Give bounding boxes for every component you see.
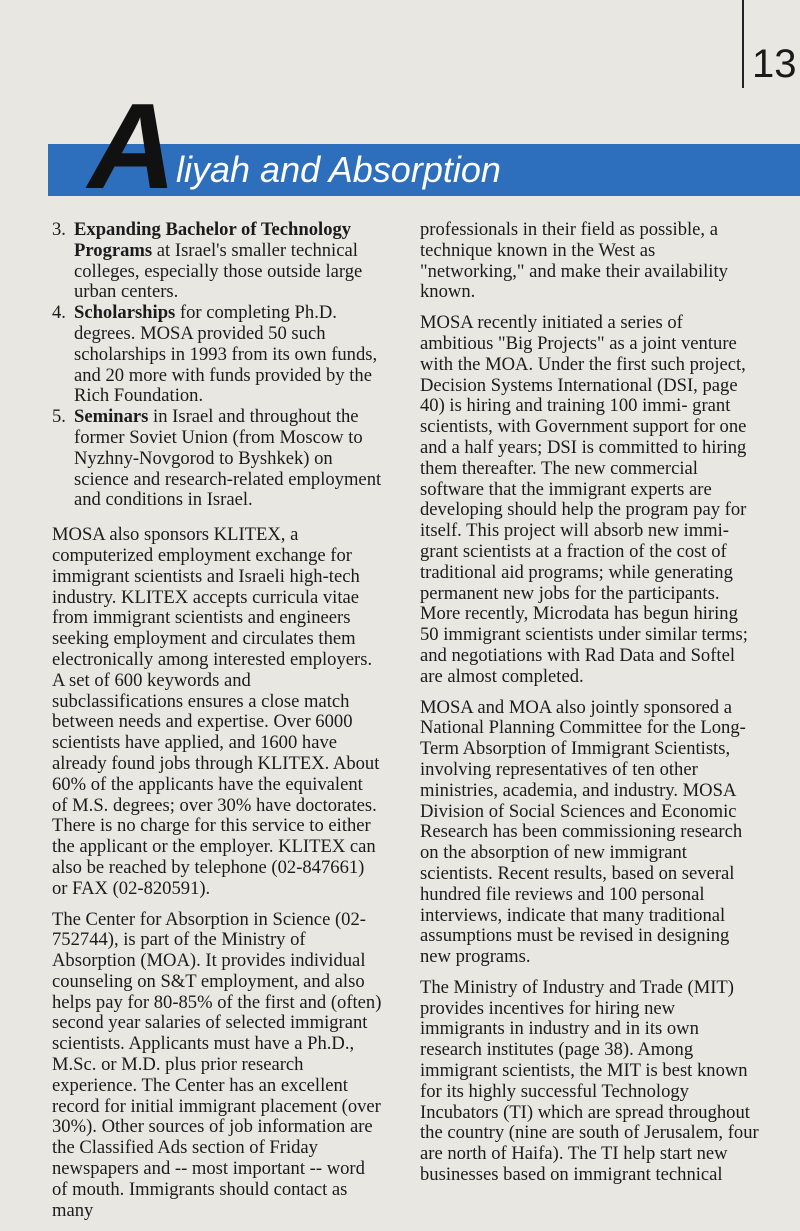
list-text: at Israel's smaller technical colleges, especially those outside large urban centers. xyxy=(74,239,363,303)
paragraph-center-absorption: The Center for Absorption in Science (02-752744), is part of the Ministry of Absorption (MOA). It provides individual counseling on S&T employment, and also helps pay for 80-85% of the first and (often) second year salaries of selected immigrant scientists. Applicants must have a Ph.D., M.Sc. or M.D. plus prior research experience. The Center has an excellent record for initial immigrant placement (over 30%). Other sources of job information are the Classified Ads section of Friday newspapers and -- most important -- word of mouth. Immigrants should contact as many xyxy=(52,908,382,1221)
list-number: 5. xyxy=(52,406,66,428)
list-item xyxy=(52,220,382,303)
list-item xyxy=(52,303,382,407)
program-list xyxy=(52,220,382,511)
paragraph-klitex: MOSA also sponsors KLITEX, a computerized employment exchange for immigrant scientists and Israeli high-tech industry. KLITEX accepts curricula vitae from immigrant scientists and engineers seeking employment and circulates them electronically among interested employers. A set of 600 keywords and subclassifications ensures a close match between needs and expertise. Over 6000 scientists have applied, and 1600 have already found jobs through KLITEX. About 60% of the applicants have the equivalent of M.S. degrees; over 30% have doctorates. There is no charge for this service to either the applicant or the employer. KLITEX can also be reached by telephone (02-847661) or FAX (02-820591). xyxy=(52,524,380,899)
paragraph-big-projects: MOSA recently initiated a series of ambitious "Big Projects" as a joint venture with the MOA. Under the first such project, Decision Systems International (DSI, page 40) is hiring and training 100 immi- grant scientists, with Government support for one and a half years; DSI is committed to hiring them thereafter. The new commercial software that the immigrant experts are developing should help the program pay for itself. This project will absorb new immi- grant scientists at a fraction of the cost of traditional aid programs; while generating permanent new jobs for the participants. More recently, Microdata has begun hiring 50 immigrant scientists under similar terms; and negotiations with Rad Data and Softel are almost completed. xyxy=(420,312,748,687)
list-body xyxy=(74,220,382,303)
list-term: Expanding Bachelor of Technology Programs xyxy=(74,219,352,261)
paragraph-ministry-industry: The Ministry of Industry and Trade (MIT) provides incentives for hiring new immigrants in industry and in its own research institutes (page 38). Among immigrant scientists, the MIT is best known for its highly successful Technology Incubators (TI) which are spread throughout the country (nine are south of Jerusalem, four are north of Haifa). The TI help start new businesses based on immigrant technical xyxy=(420,976,759,1186)
list-body xyxy=(74,303,382,407)
right-column xyxy=(420,220,760,1196)
left-column xyxy=(52,220,382,1231)
paragraph-networking: professionals in their field as possible, a technique known in the West as "networking," and make their availability known. xyxy=(420,219,728,303)
list-number: 3. xyxy=(52,219,66,240)
list-text: in Israel and throughout the former Soviet Union (from Moscow to Nyzhny-Novgorod to Byshkek) on science and research-related employment and conditions in Israel. xyxy=(74,406,382,511)
list-text: for completing Ph.D. degrees. MOSA provided 50 such scholarships in 1993 from its own funds, and 20 more with funds provided by the Rich Foundation. xyxy=(74,302,378,407)
paragraph-planning-committee: MOSA and MOA also jointly sponsored a National Planning Committee for the Long-Term Absorption of Immigrant Scientists, involving representatives of ten other ministries, academia, and industry. MOSA Division of Social Sciences and Economic Research has been commissioning research on the absorption of new immigrant scientists. Recent results, based on several hundred file reviews and 100 personal interviews, indicate that many traditional assumptions must be revised in designing new programs. xyxy=(420,696,746,968)
page-number-rule xyxy=(742,0,744,88)
list-term: Scholarships xyxy=(74,302,176,324)
banner-drop-initial: A xyxy=(88,78,177,214)
list-body xyxy=(74,407,382,511)
list-number: 4. xyxy=(52,302,66,324)
page-number: 13 xyxy=(752,42,797,86)
list-item xyxy=(52,407,382,511)
section-title: liyah and Absorption xyxy=(176,149,501,190)
list-term: Seminars xyxy=(74,406,149,428)
